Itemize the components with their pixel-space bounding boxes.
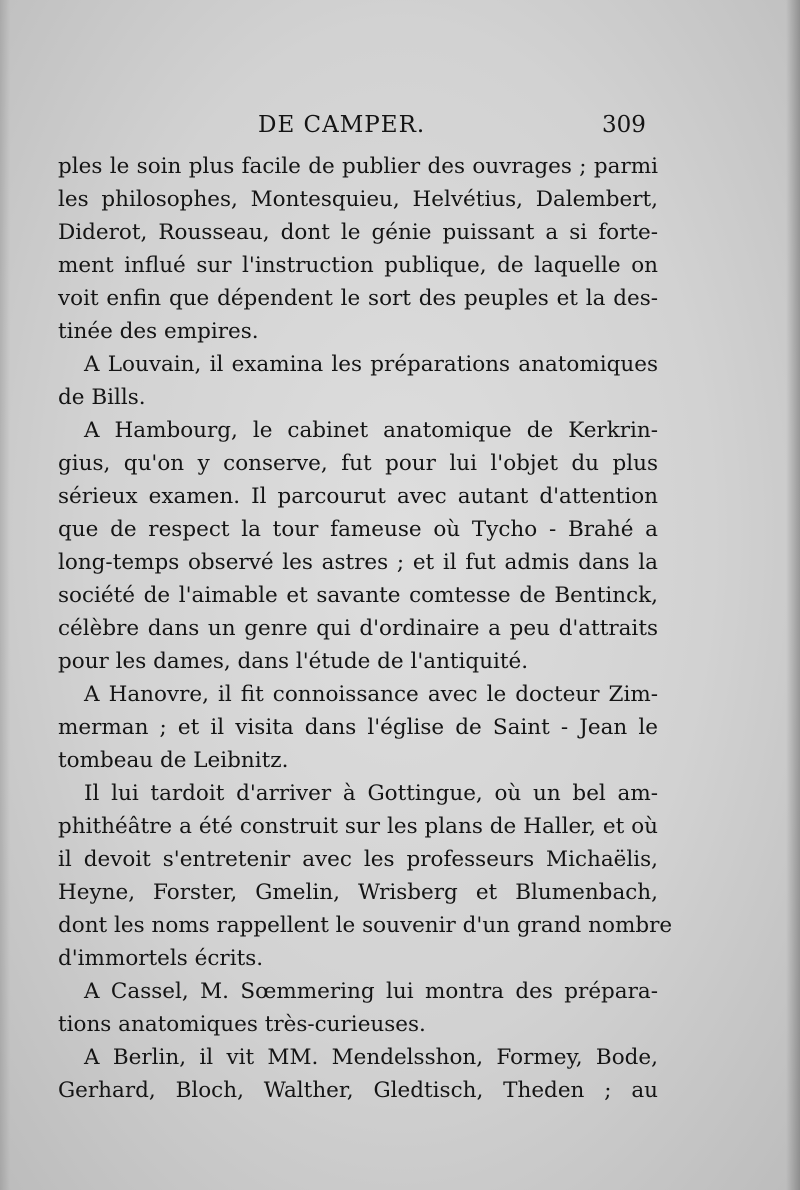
text-line: A Hambourg, le cabinet anatomique de Kerkrin-	[84, 418, 658, 443]
text-line: société de l'aimable et savante comtesse de Bentinck,	[58, 583, 658, 608]
text-line: Gerhard, Bloch, Walther, Gledtisch, Theden ; au	[58, 1078, 658, 1103]
text-line: gius, qu'on y conserve, fut pour lui l'objet du plus	[58, 451, 658, 476]
text-line: ment influé sur l'instruction publique, de laquelle on	[58, 253, 658, 278]
text-line: de Bills.	[58, 385, 146, 410]
text-line: merman ; et il visita dans l'église de Saint - Jean le	[58, 715, 658, 740]
text-line: A Hanovre, il fit connoissance avec le docteur Zim-	[84, 682, 658, 707]
text-line: ples le soin plus facile de publier des ouvrages ; parmi	[58, 154, 658, 179]
text-line: sérieux examen. Il parcourut avec autant d'attention	[58, 484, 658, 509]
page-number: 309	[602, 112, 646, 138]
text-line: tombeau de Leibnitz.	[58, 748, 289, 773]
text-line: Heyne, Forster, Gmelin, Wrisberg et Blumenbach,	[58, 880, 658, 905]
text-line: pour les dames, dans l'étude de l'antiquité.	[58, 649, 529, 674]
text-line: tions anatomiques très-curieuses.	[58, 1012, 426, 1037]
text-line: il devoit s'entretenir avec les professeurs Michaëlis,	[58, 847, 658, 872]
text-line: d'immortels écrits.	[58, 946, 264, 971]
text-line: long-temps observé les astres ; et il fut admis dans la	[58, 550, 658, 575]
body-text	[58, 150, 673, 1107]
running-title: DE CAMPER.	[258, 112, 426, 138]
page-shadow-right	[786, 0, 800, 1190]
text-line: A Berlin, il vit MM. Mendelsshon, Formey, Bode,	[84, 1045, 658, 1070]
text-line: dont les noms rappellent le souvenir d'un grand nombre	[58, 913, 673, 938]
page-shadow-left	[0, 0, 10, 1190]
text-line: A Louvain, il examina les préparations anatomiques	[84, 352, 658, 377]
text-line: les philosophes, Montesquieu, Helvétius, Dalembert,	[58, 187, 658, 212]
text-line: Il lui tardoit d'arriver à Gottingue, où un bel am-	[84, 781, 658, 806]
text-line: Diderot, Rousseau, dont le génie puissant a si forte-	[58, 220, 658, 245]
text-line: voit enfin que dépendent le sort des peuples et la des-	[58, 286, 658, 311]
text-line: célèbre dans un genre qui d'ordinaire a peu d'attraits	[58, 616, 658, 641]
text-line: A Cassel, M. Sœmmering lui montra des prépara-	[84, 979, 658, 1004]
text-line: que de respect la tour fameuse où Tycho - Brahé a	[58, 517, 658, 542]
text-line: phithéâtre a été construit sur les plans de Haller, et où	[58, 814, 658, 839]
text-line: tinée des empires.	[58, 319, 259, 344]
